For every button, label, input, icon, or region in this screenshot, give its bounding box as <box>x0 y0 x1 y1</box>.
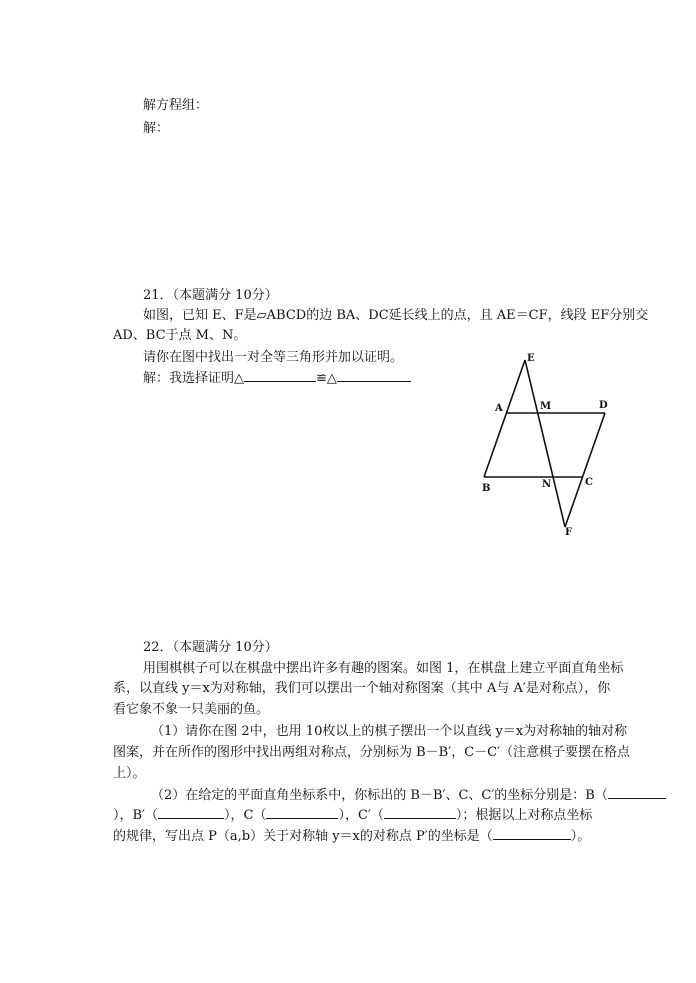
label-d: D <box>599 400 608 411</box>
q22-p1-line3: 看它象不象一只美丽的鱼。 <box>113 702 270 717</box>
c-prime-label: ），C′（ <box>338 808 384 823</box>
c-coord-blank[interactable] <box>266 806 338 819</box>
q21-line2: AD、BC于点 M、N。 <box>113 328 247 343</box>
q21-answer-prefix: 解：我选择证明△ <box>143 371 244 386</box>
q22-p3-line3-end: ）。 <box>570 829 591 844</box>
b-coord-blank[interactable] <box>608 786 666 799</box>
c-label: ），C（ <box>224 808 267 823</box>
q22-p3-line2 <box>113 806 592 826</box>
q22-p3-line1 <box>151 786 666 806</box>
q22-p2-line2: 图案，并在所作的图形中找出两组对称点，分别标为 B－B′，C－C′（注意棋子要摆在格点 <box>113 745 631 760</box>
q22-p3-line2-end: ）；根据以上对称点坐标 <box>455 808 593 823</box>
segment-dcf <box>565 413 605 527</box>
q22-p2-line1: （1）请你在图 2中，也用 10枚以上的棋子摆出一个以直线 y＝x为对称轴的轴对称 <box>151 724 628 739</box>
q22-p3-line3 <box>113 827 590 847</box>
q22-p3-line3-text: 的规律，写出点 P（a,b）关于对称轴 y＝x的对称点 P′的坐标是（ <box>113 829 493 844</box>
q22-p2-line3: 上）。 <box>113 766 146 781</box>
parallelogram-figure <box>470 345 620 540</box>
q21-triangle2-blank[interactable] <box>337 369 411 382</box>
c-prime-coord-blank[interactable] <box>384 806 456 819</box>
b-prime-coord-blank[interactable] <box>158 806 224 819</box>
b-prime-label: ），B′（ <box>113 808 159 823</box>
label-m: M <box>540 401 552 412</box>
q20-solution-label: 解： <box>143 121 170 136</box>
label-f: F <box>565 527 573 538</box>
p-prime-coord-blank[interactable] <box>493 827 571 840</box>
q21-triangle1-blank[interactable] <box>244 369 316 382</box>
q22-p1-line1: 用围棋棋子可以在棋盘中摆出许多有趣的图案。如图 1，在棋盘上建立平面直角坐标 <box>143 661 624 676</box>
segment-ef <box>525 360 565 527</box>
label-c: C <box>585 477 593 488</box>
q21-answer-line <box>143 369 411 389</box>
segment-eb <box>484 360 525 477</box>
q22-title: 22．（本题满分 10分） <box>143 640 278 655</box>
q21-answer-mid: ≌△ <box>316 371 337 386</box>
label-a: A <box>495 403 503 414</box>
q21-line3: 请你在图中找出一对全等三角形并加以证明。 <box>143 350 404 365</box>
q21-title: 21．（本题满分 10分） <box>143 288 278 303</box>
label-n: N <box>542 479 552 490</box>
q20-heading: 解方程组： <box>143 98 209 113</box>
q21-line1: 如图，已知 E、F是▱ABCD的边 BA、DC延长线上的点，且 AE＝CF，线段 EF分别交 <box>143 308 649 323</box>
label-e: E <box>527 353 535 364</box>
q22-p1-line2: 系，以直线 y＝x为对称轴，我们可以摆出一个轴对称图案（其中 A与 A′是对称点），你 <box>113 681 611 696</box>
q22-p3-line1-text: （2）在给定的平面直角坐标系中，你标出的 B－B′、C、C′的坐标分别是：B（ <box>151 788 608 803</box>
label-b: B <box>482 483 491 494</box>
